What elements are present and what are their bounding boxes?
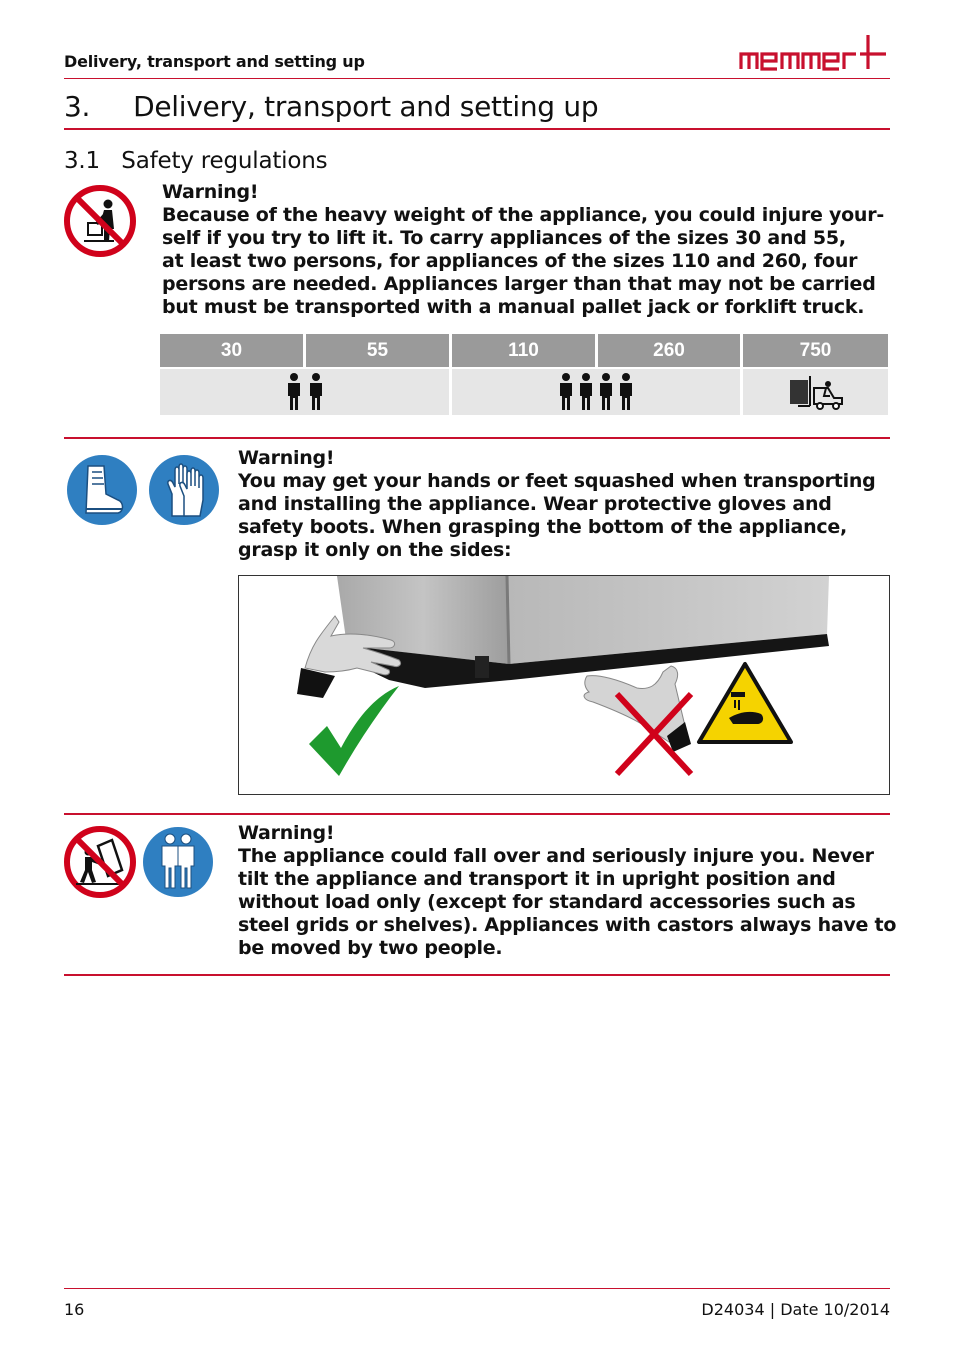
warning-heading: Warning!	[238, 447, 335, 469]
safety-boots-icon	[66, 454, 138, 530]
section-title: 3.1 Safety regulations	[64, 148, 328, 174]
chapter-title: 3. Delivery, transport and setting up	[64, 90, 599, 123]
warning-text-line: You may get your hands or feet squashed when transporting	[238, 470, 876, 492]
memmert-logo	[738, 33, 890, 77]
header-rule	[64, 78, 890, 79]
warning-text-line: grasp it only on the sides:	[238, 539, 512, 561]
no-lifting-prohibition-icon	[64, 185, 136, 261]
warning-tipping	[238, 822, 898, 960]
size-header-55: 55	[306, 334, 449, 367]
warning-text-line: but must be transported with a manual pallet jack or forklift truck.	[162, 296, 865, 318]
document-reference: D24034 | Date 10/2014	[701, 1300, 890, 1319]
warning-text-line: at least two persons, for appliances of the sizes 110 and 260, four	[162, 250, 858, 272]
running-header: Delivery, transport and setting up	[64, 52, 365, 71]
warning-lifting	[162, 181, 892, 319]
warning-heading: Warning!	[162, 181, 259, 203]
size-header-750: 750	[743, 334, 888, 367]
warning-squashing	[238, 447, 898, 562]
forklift-cell	[743, 369, 888, 415]
warning-text-line: persons are needed. Appliances larger than that may not be carried	[162, 273, 876, 295]
size-header-110: 110	[452, 334, 595, 367]
size-header-30: 30	[160, 334, 303, 367]
warning-text-line: and installing the appliance. Wear protective gloves and	[238, 493, 832, 515]
forklift-icon	[788, 374, 844, 410]
page-number: 16	[64, 1300, 85, 1319]
warning-text-line: tilt the appliance and transport it in upright position and	[238, 868, 836, 890]
size-header-260: 260	[598, 334, 740, 367]
four-persons-cell	[452, 369, 740, 415]
chapter-rule	[64, 128, 890, 130]
warning-text-line: The appliance could fall over and seriously injure you. Never	[238, 845, 874, 867]
warning-text-line: without load only (except for standard accessories such as	[238, 891, 856, 913]
warning-text-line: safety boots. When grasping the bottom of the appliance,	[238, 516, 847, 538]
protective-gloves-icon	[148, 454, 220, 530]
warning-text-line: be moved by two people.	[238, 937, 503, 959]
section-divider	[64, 437, 890, 439]
warning-heading: Warning!	[238, 822, 335, 844]
size-table	[160, 334, 888, 416]
two-persons-icon	[283, 372, 327, 412]
no-tilting-prohibition-icon	[64, 826, 136, 902]
two-persons-cell	[160, 369, 449, 415]
section-divider	[64, 813, 890, 815]
footer-rule	[64, 1288, 890, 1289]
warning-text-line: Because of the heavy weight of the appliance, you could injure your-	[162, 204, 884, 226]
four-persons-icon	[558, 372, 634, 412]
hand-crush-warning-icon	[699, 664, 791, 742]
section-divider	[64, 974, 890, 976]
warning-text-line: self if you try to lift it. To carry appliances of the sizes 30 and 55,	[162, 227, 846, 249]
warning-text-line: steel grids or shelves). Appliances with castors always have to	[238, 914, 897, 936]
two-persons-icon	[142, 826, 214, 902]
grasping-illustration	[238, 575, 890, 795]
